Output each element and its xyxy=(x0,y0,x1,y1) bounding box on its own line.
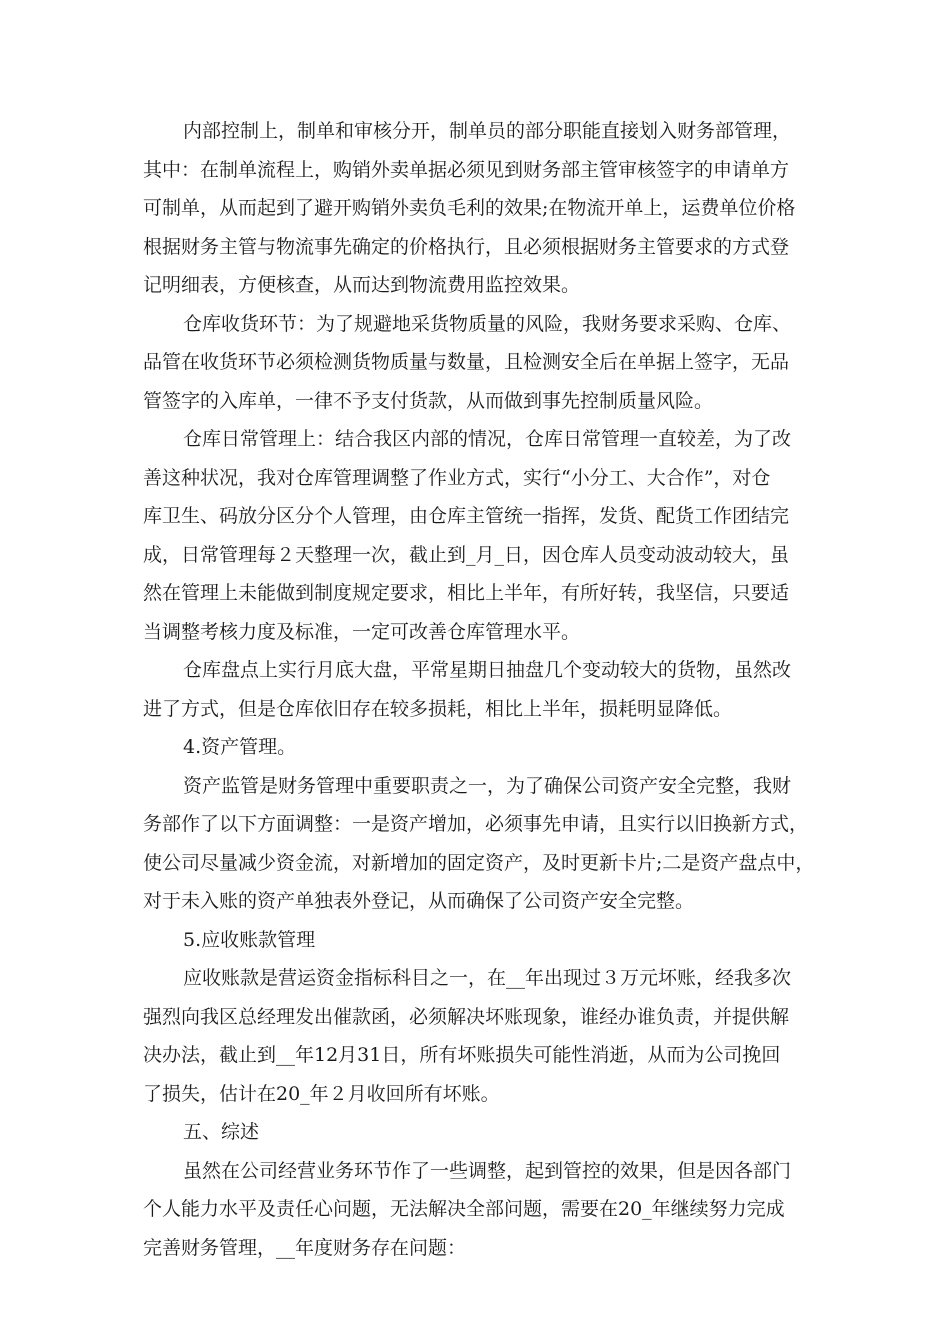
section-heading: 5.应收账款管理 xyxy=(183,928,316,951)
text-line: 进了方式，但是仓库依旧存在较多损耗，相比上半年，损耗明显降低。 xyxy=(143,697,733,720)
text-line: 完善财务管理，__年度财务存在问题： xyxy=(143,1236,467,1259)
text-line: 当调整考核力度及标准，一定可改善仓库管理水平。 xyxy=(143,620,581,643)
text-line: 内部控制上，制单和审核分开，制单员的部分职能直接划入财务部管理， xyxy=(183,120,792,142)
text-line: 使公司尽量减少资金流，对新增加的固定资产，及时更新卡片;二是资产盘点中， xyxy=(143,851,815,874)
text-line: 强烈向我区总经理发出催款函，必须解决坏账现象，谁经办谁负责，并提供解 xyxy=(143,1005,790,1028)
text-line: 根据财务主管与物流事先确定的价格执行，且必须根据财务主管要求的方式登 xyxy=(143,235,790,258)
text-line: 决办法，截止到__年12月31日，所有坏账损失可能性消逝，从而为公司挽回 xyxy=(143,1044,781,1066)
paragraph-warehouse-receiving xyxy=(143,305,823,421)
text-line: 资产监管是财务管理中重要职责之一，为了确保公司资产安全完整，我财 xyxy=(183,774,792,797)
text-line: 了损失，估计在20_年２月收回所有坏账。 xyxy=(143,1082,500,1105)
text-line: 可制单，从而起到了避开购销外卖负毛利的效果;在物流开单上，运费单位价格 xyxy=(143,197,796,219)
text-line: 仓库收货环节：为了规避地采货物质量的风险，我财务要求采购、仓库、 xyxy=(183,312,792,335)
paragraph-warehouse-inventory xyxy=(143,651,823,728)
paragraph-receivables xyxy=(143,959,823,1113)
text-line: 个人能力水平及责任心问题，无法解决全部问题，需要在20_年继续努力完成 xyxy=(143,1198,785,1220)
text-line: 成，日常管理每２天整理一次，截止到_月_日，因仓库人员变动波动较大，虽 xyxy=(143,543,790,566)
text-line: 善这种状况，我对仓库管理调整了作业方式，实行“小分工、大合作”，对仓 xyxy=(143,466,771,489)
paragraph-warehouse-daily xyxy=(143,420,823,651)
text-line: 应收账款是营运资金指标科目之一，在__年出现过３万元坏账，经我多次 xyxy=(183,967,792,989)
document-body xyxy=(143,112,823,1267)
text-line: 仓库日常管理上：结合我区内部的情况，仓库日常管理一直较差，为了改 xyxy=(183,428,792,450)
text-line: 其中：在制单流程上，购销外卖单据必须见到财务部主管审核签字的申请单方 xyxy=(143,158,790,181)
heading-asset-management xyxy=(143,728,823,767)
paragraph-summary xyxy=(143,1152,823,1268)
text-line: 记明细表，方便核查，从而达到物流费用监控效果。 xyxy=(143,274,581,296)
text-line: 然在管理上未能做到制度规定要求，相比上半年，有所好转，我坚信，只要适 xyxy=(143,582,790,604)
text-line: 品管在收货环节必须检测货物质量与数量，且检测安全后在单据上签字，无品 xyxy=(143,351,790,373)
paragraph-internal-control xyxy=(143,112,823,305)
heading-summary xyxy=(143,1113,823,1152)
section-heading: 五、综述 xyxy=(183,1121,260,1143)
heading-receivables xyxy=(143,921,823,960)
text-line: 仓库盘点上实行月底大盘，平常星期日抽盘几个变动较大的货物，虽然改 xyxy=(183,659,792,681)
text-line: 虽然在公司经营业务环节作了一些调整，起到管控的效果，但是因各部门 xyxy=(183,1159,792,1182)
paragraph-asset-management xyxy=(143,767,823,921)
text-line: 务部作了以下方面调整：一是资产增加，必须事先申请，且实行以旧换新方式， xyxy=(143,813,809,835)
text-line: 库卫生、码放分区分个人管理，由仓库主管统一指挥，发货、配货工作团结完 xyxy=(143,505,790,527)
text-line: 管签字的入库单，一律不予支付货款，从而做到事先控制质量风险。 xyxy=(143,389,714,412)
text-line: 对于未入账的资产单独表外登记，从而确保了公司资产安全完整。 xyxy=(143,890,695,912)
section-heading: 4.资产管理。 xyxy=(183,736,297,758)
